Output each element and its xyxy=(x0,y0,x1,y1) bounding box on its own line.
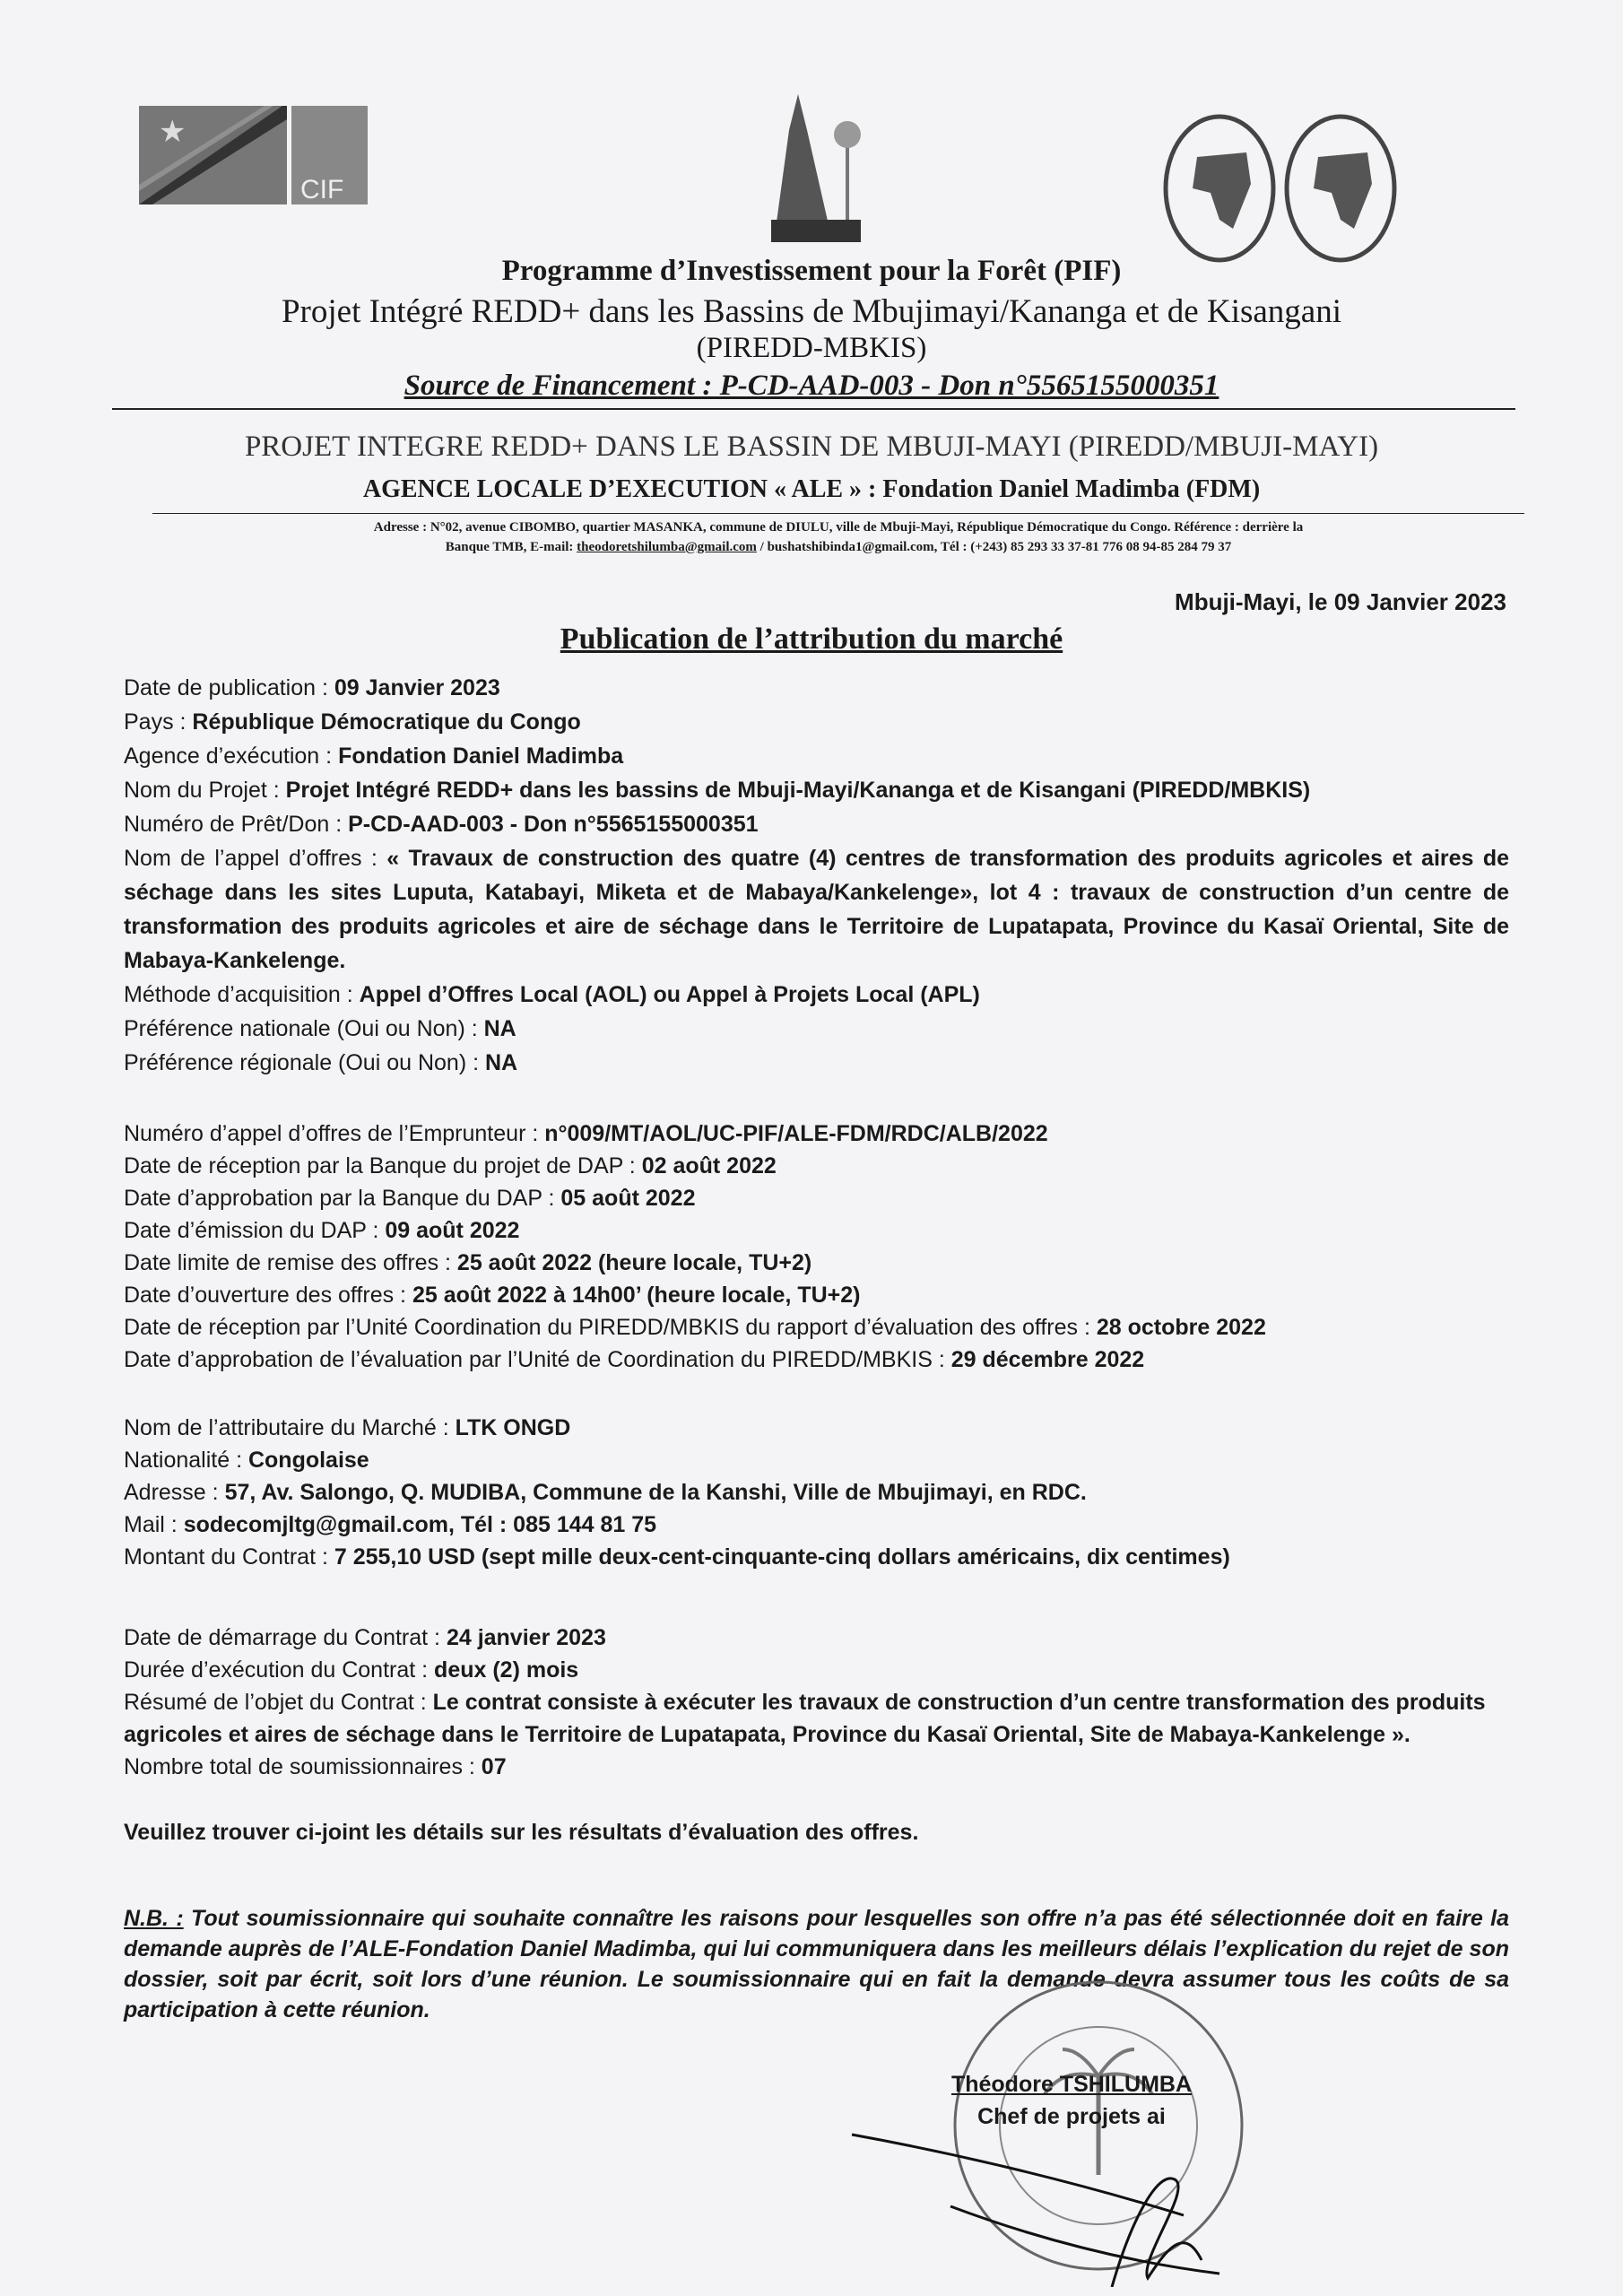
drc-cif-logo xyxy=(139,106,368,204)
awardee-section xyxy=(124,1412,1509,1573)
field-row xyxy=(124,1412,1509,1444)
field-value: LTK ONGD xyxy=(455,1415,571,1440)
field-row xyxy=(124,1182,1509,1214)
field-row xyxy=(124,773,1509,807)
field-label: Mail : xyxy=(124,1512,184,1537)
field-label: Date de réception par la Banque du projet de DAP : xyxy=(124,1153,642,1178)
field-row xyxy=(124,1444,1509,1476)
field-row xyxy=(124,1541,1509,1573)
field-value: 25 août 2022 (heure locale, TU+2) xyxy=(456,1250,812,1275)
field-row xyxy=(124,841,1509,978)
field-value: Congolaise xyxy=(247,1448,369,1473)
signatory-name: Théodore TSHILUMBA xyxy=(950,2072,1193,2097)
field-label: Date de réception par l’Unité Coordination du PIREDD/MBKIS du rapport d’évaluation des offres : xyxy=(124,1315,1097,1340)
field-label: Date d’approbation par la Banque du DAP : xyxy=(124,1186,561,1211)
field-row xyxy=(124,1686,1509,1751)
nb-note xyxy=(124,1903,1509,2025)
field-value: NA xyxy=(483,1016,516,1041)
field-label: Date limite de remise des offres : xyxy=(124,1250,457,1275)
field-value: P-CD-AAD-003 - Don n°5565155000351 xyxy=(348,812,759,837)
field-value: 24 janvier 2023 xyxy=(446,1625,606,1650)
field-row xyxy=(124,671,1509,705)
field-value: « Travaux de construction des quatre (4) centres de transformation des produits agricoles et aires de séchage dans les sites Luputa, Katabayi, Miketa et de Mabaya/Kankelenge», lot 4 : travaux de construction d’un centre de transformation des produits agricoles et aire de séchage dans le Territoire de Lupatapata, Province du Kasaï Oriental, Site de Mabaya-Kankelenge. xyxy=(124,846,1509,973)
field-label: Date d’émission du DAP : xyxy=(124,1218,386,1243)
nb-text: Tout soumissionnaire qui souhaite connaître les raisons pour lesquelles son offre n’a pas été sélectionnée doit en faire la demande auprès de l’ALE-Fondation Daniel Madimba, qui lui communiquera dans les meilleurs délais l’explication du rejet de son dossier, soit par écrit, soit lors d’une réunion. Le soumissionnaire qui en fait la demande devra assumer tous les coûts de sa participation à cette réunion. xyxy=(124,1906,1509,2022)
field-value: 09 Janvier 2023 xyxy=(334,675,500,700)
field-row xyxy=(124,1476,1509,1509)
field-value: 25 août 2022 à 14h00’ (heure locale, TU+2) xyxy=(412,1283,861,1308)
field-row xyxy=(124,739,1509,773)
ale-logo xyxy=(735,94,870,251)
field-label: Nom de l’attributaire du Marché : xyxy=(124,1415,456,1440)
field-value: 02 août 2022 xyxy=(641,1153,777,1178)
field-row xyxy=(124,1150,1509,1182)
field-label: Date d’approbation de l’évaluation par l’Unité de Coordination du PIREDD/MBKIS : xyxy=(124,1347,951,1372)
svg-text:CIF: CIF xyxy=(300,175,344,204)
field-row xyxy=(124,1509,1509,1541)
field-row xyxy=(124,1012,1509,1046)
field-value: Projet Intégré REDD+ dans les bassins de Mbuji-Mayi/Kananga et de Kisangani (PIREDD/MBKIS) xyxy=(285,778,1311,803)
field-row xyxy=(124,1247,1509,1279)
field-value: sodecomjltg@gmail.com, Tél : 085 144 81 75 xyxy=(183,1512,657,1537)
email-link[interactable]: theodoretshilumba@gmail.com xyxy=(577,540,757,554)
field-label: Adresse : xyxy=(124,1480,225,1505)
field-label: Nom du Projet : xyxy=(124,778,286,803)
field-value: 57, Av. Salongo, Q. MUDIBA, Commune de la Kanshi, Ville de Mbujimayi, en RDC. xyxy=(224,1480,1087,1505)
field-value: 28 octobre 2022 xyxy=(1096,1315,1266,1340)
svg-text:★: ★ xyxy=(159,115,187,149)
field-row xyxy=(124,1311,1509,1344)
field-value: deux (2) mois xyxy=(434,1657,579,1683)
field-row xyxy=(124,1622,1509,1654)
address-block xyxy=(152,517,1524,557)
tender-info-section xyxy=(124,671,1509,1080)
field-row xyxy=(124,1214,1509,1247)
field-value: Appel d’Offres Local (AOL) ou Appel à Projets Local (APL) xyxy=(359,982,980,1007)
field-label: Nationalité : xyxy=(124,1448,248,1473)
address-line-2: Banque TMB, E-mail: theodoretshilumba@gmail.com / bushatshibinda1@gmail.com, Tél : (+243) 85 293 33 37-81 776 08 94-85 284 79 37 xyxy=(445,540,1232,554)
field-label: Date de publication : xyxy=(124,675,334,700)
header-divider xyxy=(112,408,1515,410)
field-label: Montant du Contrat : xyxy=(124,1544,334,1570)
project-acronym: (PIREDD-MBKIS) xyxy=(696,332,927,364)
field-value: 05 août 2022 xyxy=(560,1186,696,1211)
field-label: Nom de l’appel d’offres : xyxy=(124,846,387,871)
field-label: Numéro de Prêt/Don : xyxy=(124,812,349,837)
field-value: 7 255,10 USD (sept mille deux-cent-cinquante-cinq dollars américains, dix centimes) xyxy=(334,1544,1230,1570)
dates-section xyxy=(124,1118,1509,1376)
field-label: Date d’ouverture des offres : xyxy=(124,1283,412,1308)
field-value: 29 décembre 2022 xyxy=(950,1347,1145,1372)
field-row xyxy=(124,1046,1509,1080)
field-label: Date de démarrage du Contrat : xyxy=(124,1625,447,1650)
field-row xyxy=(124,807,1509,841)
field-value: République Démocratique du Congo xyxy=(192,709,581,735)
field-value: NA xyxy=(485,1050,518,1075)
field-label: Résumé de l’objet du Contrat : xyxy=(124,1690,433,1715)
field-label: Préférence nationale (Oui ou Non) : xyxy=(124,1016,484,1041)
field-label: Méthode d’acquisition : xyxy=(124,982,360,1007)
project-heading: PROJET INTEGRE REDD+ DANS LE BASSIN DE MBUJI-MAYI (PIREDD/MBUJI-MAYI) xyxy=(244,430,1379,463)
nb-label: N.B. : xyxy=(124,1906,184,1931)
field-value: n°009/MT/AOL/UC-PIF/ALE-FDM/RDC/ALB/2022 xyxy=(544,1121,1048,1146)
field-label: Préférence régionale (Oui ou Non) : xyxy=(124,1050,485,1075)
field-label: Pays : xyxy=(124,709,193,735)
field-label: Durée d’exécution du Contrat : xyxy=(124,1657,435,1683)
address-divider xyxy=(152,513,1524,514)
field-row xyxy=(124,1118,1509,1150)
field-value: Le contrat consiste à exécuter les travaux de construction d’un centre transformation des produits agricoles et aires de séchage dans le Territoire de Lupatapata, Province du Kasaï Oriental, Site de Mabaya-Kankelenge ». xyxy=(124,1690,1486,1747)
field-label: Numéro d’appel d’offres de l’Emprunteur : xyxy=(124,1121,545,1146)
place-date: Mbuji-Mayi, le 09 Janvier 2023 xyxy=(1175,588,1506,615)
afdb-logo xyxy=(1157,112,1408,265)
field-row xyxy=(124,1279,1509,1311)
field-row xyxy=(124,1751,1509,1783)
contract-section xyxy=(124,1622,1509,1783)
field-label: Agence d’exécution : xyxy=(124,744,339,769)
field-row xyxy=(124,1344,1509,1376)
field-label: Nombre total de soumissionnaires : xyxy=(124,1754,482,1779)
field-row xyxy=(124,978,1509,1012)
closing-note: Veuillez trouver ci-joint les détails sur les résultats d’évaluation des offres. xyxy=(124,1820,919,1845)
field-row xyxy=(124,1654,1509,1686)
document-title: Publication de l’attribution du marché xyxy=(560,622,1063,656)
signatory-role: Chef de projets ai xyxy=(977,2104,1166,2129)
field-row xyxy=(124,705,1509,739)
funding-source: Source de Financement : P-CD-AAD-003 - Don n°5565155000351 xyxy=(404,370,1219,402)
agency-heading: AGENCE LOCALE D’EXECUTION « ALE » : Fondation Daniel Madimba (FDM) xyxy=(362,475,1261,503)
handwritten-signature xyxy=(843,2117,1291,2287)
field-value: 09 août 2022 xyxy=(385,1218,520,1243)
programme-title: Programme d’Investissement pour la Forêt (PIF) xyxy=(501,255,1122,287)
field-value: 07 xyxy=(481,1754,507,1779)
address-line-1: Adresse : N°02, avenue CIBOMBO, quartier MASANKA, commune de DIULU, ville de Mbuji-Mayi, République Démocratique du Congo. Référence : derrière la xyxy=(373,520,1304,535)
project-title: Projet Intégré REDD+ dans les Bassins de Mbujimayi/Kananga et de Kisangani xyxy=(281,293,1341,330)
field-value: Fondation Daniel Madimba xyxy=(338,744,624,769)
